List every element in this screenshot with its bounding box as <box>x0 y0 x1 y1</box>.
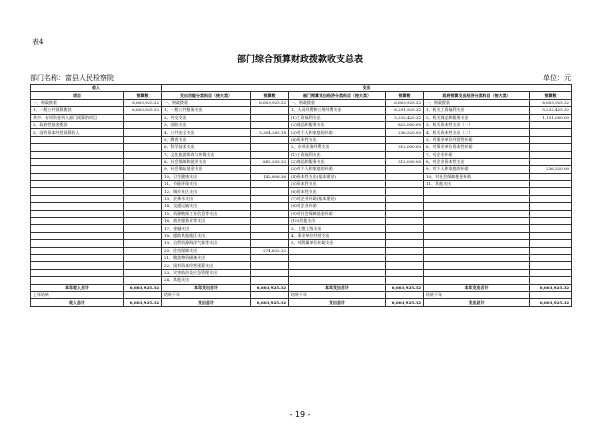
expense-total-value: 6,603,925.32 <box>386 284 424 291</box>
gov-econ-budget <box>530 254 572 261</box>
gov-econ-item <box>424 232 530 239</box>
gov-econ-item <box>424 247 530 254</box>
budget-header: 预算数 <box>124 92 162 99</box>
budget-table <box>30 84 572 307</box>
dept-econ-budget <box>386 277 424 284</box>
income-item: 一、财政拨款 <box>31 99 124 106</box>
carry-forward-label: 结转下年 <box>162 291 251 298</box>
gov-econ-budget <box>530 173 572 180</box>
table-row <box>31 173 572 180</box>
income-budget <box>124 181 162 188</box>
gov-econ-item <box>424 269 530 276</box>
income-item <box>31 277 124 284</box>
income-budget <box>124 173 162 180</box>
gov-econ-budget <box>530 158 572 165</box>
dept-econ-budget <box>386 240 424 247</box>
func-class-item: 13、农林水支出 <box>162 195 251 202</box>
func-class-budget <box>251 114 289 121</box>
gov-econ-budget <box>530 232 572 239</box>
dept-econ-item: 2、专项业务经费支出 <box>289 144 386 151</box>
dept-econ-budget: 5,232,425.32 <box>386 114 424 121</box>
gov-econ-item: 4、机关资本性支出（二） <box>424 129 530 136</box>
income-item <box>31 240 124 247</box>
gov-econ-budget <box>530 225 572 232</box>
table-row <box>31 99 572 106</box>
carry-forward-label: 结转下年 <box>289 291 386 298</box>
income-item <box>31 136 124 143</box>
dept-econ-budget <box>386 262 424 269</box>
income-budget <box>124 151 162 158</box>
income-item <box>31 269 124 276</box>
func-class-item: 3、国防支出 <box>162 121 251 128</box>
dept-econ-item: (1)工资福利支出 <box>289 114 386 121</box>
table-row <box>31 218 572 225</box>
dept-econ-item <box>289 269 386 276</box>
func-class-item: 7、文化旅游体育与传媒支出 <box>162 151 251 158</box>
dept-econ-budget: 6,291,925.32 <box>386 107 424 114</box>
func-class-budget <box>251 232 289 239</box>
func-class-header: 支出功能分类科目（按大类） <box>162 92 251 99</box>
func-class-item: 15、资源勘探工业信息等支出 <box>162 210 251 217</box>
income-total-label: 本年收入合计 <box>31 284 124 291</box>
dept-econ-item: (4)资本性支出 <box>289 136 386 143</box>
expense-grand-label: 支出总计 <box>162 299 251 306</box>
income-item <box>31 144 124 151</box>
budget-header: 预算数 <box>530 92 572 99</box>
gov-econ-budget: 5,232,425.32 <box>530 107 572 114</box>
table-row <box>31 166 572 173</box>
func-class-item: 21、粮油物资储备支出 <box>162 254 251 261</box>
gov-econ-item <box>424 225 530 232</box>
income-item <box>31 247 124 254</box>
expense-grand-value: 6,603,925.32 <box>530 299 572 306</box>
func-class-budget <box>251 210 289 217</box>
budget-header: 预算数 <box>251 92 289 99</box>
func-class-item: 22、国有资本经营预算支出 <box>162 262 251 269</box>
income-item <box>31 188 124 195</box>
table-number: 表4 <box>32 38 44 46</box>
dept-econ-budget <box>386 254 424 261</box>
income-budget <box>124 136 162 143</box>
func-class-item: 4、公共安全支出 <box>162 129 251 136</box>
document-title: 部门综合预算财政拨款收支总表 <box>236 55 363 65</box>
income-item <box>31 173 124 180</box>
dept-econ-budget <box>386 218 424 225</box>
income-item <box>31 218 124 225</box>
gov-econ-item: 2、机关商品和服务支出 <box>424 114 530 121</box>
expense-total-label: 本年支出合计 <box>162 284 251 291</box>
gov-econ-budget <box>530 203 572 210</box>
table-row <box>31 144 572 151</box>
table-row <box>31 203 572 210</box>
expense-grand-value: 6,603,925.32 <box>386 299 424 306</box>
gov-econ-budget <box>530 151 572 158</box>
income-total-value: 6,603,925.32 <box>124 284 162 291</box>
dept-econ-budget <box>386 188 424 195</box>
func-class-budget <box>251 121 289 128</box>
dept-econ-budget: 312,000.00 <box>386 158 424 165</box>
expense-total-label: 本年支出合计 <box>289 284 386 291</box>
carry-over-value <box>124 291 162 298</box>
unit-label: 单位：元 <box>543 74 571 82</box>
income-budget <box>124 203 162 210</box>
gov-econ-budget <box>530 136 572 143</box>
gov-econ-item: 8、对企业资本性支出 <box>424 158 530 165</box>
table-row <box>31 254 572 261</box>
income-item <box>31 181 124 188</box>
gov-econ-item <box>424 203 530 210</box>
dept-econ-budget <box>386 203 424 210</box>
expense-grand-value: 6,603,925.32 <box>251 299 289 306</box>
dept-econ-item: (5)资本性支出 <box>289 181 386 188</box>
dept-econ-item <box>289 277 386 284</box>
gov-econ-item <box>424 262 530 269</box>
func-class-budget <box>251 107 289 114</box>
table-row <box>31 277 572 284</box>
income-budget <box>124 144 162 151</box>
table-row <box>31 195 572 202</box>
gov-econ-item <box>424 254 530 261</box>
gov-econ-item <box>424 188 530 195</box>
func-class-item: 18、援助其他地区支出 <box>162 232 251 239</box>
income-item <box>31 158 124 165</box>
income-item <box>31 262 124 269</box>
table-row <box>31 136 572 143</box>
income-budget <box>124 232 162 239</box>
func-class-budget <box>251 225 289 232</box>
dept-econ-budget <box>386 151 424 158</box>
income-item <box>31 203 124 210</box>
income-budget <box>124 277 162 284</box>
func-class-item: 一、财政拨款 <box>162 99 251 106</box>
gov-econ-item <box>424 218 530 225</box>
dept-econ-item: (2)商品和服务支出 <box>289 158 386 165</box>
func-class-budget: 274,632.32 <box>251 247 289 254</box>
func-class-item: 9、社会保险基金支出 <box>162 166 251 173</box>
table-row <box>31 181 572 188</box>
gov-econ-item <box>424 240 530 247</box>
department-name: 部门名称：富县人民检察院 <box>30 74 114 82</box>
func-class-budget: 882,205.32 <box>251 158 289 165</box>
carry-over-label: 上年结转 <box>31 291 124 298</box>
table-row <box>31 262 572 269</box>
func-class-budget <box>251 203 289 210</box>
func-class-item: 12、城乡社区支出 <box>162 188 251 195</box>
header-row-1 <box>31 85 572 92</box>
func-class-item: 19、自然资源海洋气象等支出 <box>162 240 251 247</box>
dept-econ-budget <box>386 166 424 173</box>
income-item <box>31 151 124 158</box>
func-class-budget <box>251 136 289 143</box>
income-item <box>31 166 124 173</box>
income-item: 2、政府性基金拨款 <box>31 121 124 128</box>
income-item <box>31 195 124 202</box>
page-number: - 19 - <box>289 410 311 419</box>
carry-forward-label: 结转下年 <box>424 291 530 298</box>
income-item <box>31 254 124 261</box>
income-budget <box>124 129 162 136</box>
expense-grand-label: 支出总计 <box>289 299 386 306</box>
dept-econ-budget <box>386 195 424 202</box>
func-class-budget <box>251 262 289 269</box>
income-budget <box>124 247 162 254</box>
income-budget <box>124 195 162 202</box>
gov-econ-item <box>424 277 530 284</box>
table-row <box>31 158 572 165</box>
dept-econ-class-header: 部门预算支出经济分类科目（按大类） <box>289 92 386 99</box>
dept-econ-budget <box>386 232 424 239</box>
func-class-item: 16、商业服务业等支出 <box>162 218 251 225</box>
func-class-budget <box>251 277 289 284</box>
table-row <box>31 247 572 254</box>
income-budget <box>124 121 162 128</box>
income-budget <box>124 262 162 269</box>
table-row <box>31 269 572 276</box>
table-row <box>31 114 572 121</box>
dept-econ-budget: 822,000.00 <box>386 121 424 128</box>
gov-econ-budget <box>530 181 572 188</box>
func-class-item: 23、灾害防治及应急管理支出 <box>162 269 251 276</box>
table-row <box>31 225 572 232</box>
func-class-budget <box>251 166 289 173</box>
gov-econ-budget: 6,603,925.32 <box>530 99 572 106</box>
dept-econ-item <box>289 262 386 269</box>
expense-grand-label: 支出总计 <box>424 299 530 306</box>
dept-econ-budget <box>386 225 424 232</box>
func-class-budget <box>251 269 289 276</box>
dept-econ-item <box>289 247 386 254</box>
table-row <box>31 121 572 128</box>
income-budget <box>124 254 162 261</box>
func-class-item: 17、金融支出 <box>162 225 251 232</box>
dept-econ-item: (3)对个人和家庭的补助 <box>289 166 386 173</box>
gov-econ-budget <box>530 129 572 136</box>
gov-econ-item <box>424 195 530 202</box>
income-budget <box>124 218 162 225</box>
gov-econ-item: 3、机关资本性支出（一） <box>424 121 530 128</box>
income-header: 收入 <box>31 85 162 92</box>
dept-econ-item: 3、上缴上级支出 <box>289 225 386 232</box>
gov-econ-item <box>424 210 530 217</box>
total-row <box>31 284 572 291</box>
dept-econ-budget: 312,000.00 <box>386 144 424 151</box>
gov-econ-budget <box>530 121 572 128</box>
dept-econ-budget <box>386 247 424 254</box>
dept-econ-budget: 236,520.00 <box>386 129 424 136</box>
header-row-2 <box>31 92 572 99</box>
expense-header: 支出 <box>162 85 572 92</box>
func-class-item: 2、外交支出 <box>162 114 251 121</box>
income-budget <box>124 225 162 232</box>
income-budget <box>124 269 162 276</box>
dept-econ-budget <box>386 173 424 180</box>
func-class-budget: 142,808.36 <box>251 173 289 180</box>
income-item <box>31 210 124 217</box>
table-row <box>31 107 572 114</box>
dept-econ-item: 5、对附属单位补助支出 <box>289 240 386 247</box>
income-item: 1、一般公共预算拨款 <box>31 107 124 114</box>
func-class-budget <box>251 181 289 188</box>
func-class-item: 14、交通运输支出 <box>162 203 251 210</box>
func-class-item: 5、教育支出 <box>162 136 251 143</box>
dept-econ-item: (9)对社会保障基金补助 <box>289 210 386 217</box>
gov-econ-budget <box>530 247 572 254</box>
func-class-item: 20、住房保障支出 <box>162 247 251 254</box>
dept-econ-budget <box>386 136 424 143</box>
dept-econ-item: (8)对企业补助 <box>289 203 386 210</box>
gov-econ-item: 1、机关工资福利支出 <box>424 107 530 114</box>
expense-total-label: 本年支出合计 <box>424 284 530 291</box>
func-class-budget: 5,304,285.18 <box>251 129 289 136</box>
dept-econ-item: 一、财政拨款 <box>289 99 386 106</box>
func-class-budget <box>251 151 289 158</box>
income-budget <box>124 114 162 121</box>
income-item: 3、国有资本经营预算收入 <box>31 129 124 136</box>
gov-econ-item: 6、对事业单位资本性补助 <box>424 144 530 151</box>
income-budget: 6,603,925.32 <box>124 107 162 114</box>
income-budget <box>124 158 162 165</box>
income-budget <box>124 188 162 195</box>
table-row <box>31 188 572 195</box>
gov-econ-budget <box>530 195 572 202</box>
gov-econ-budget <box>530 262 572 269</box>
table-row <box>31 151 572 158</box>
dept-econ-item: (7)对企业补助(基本建设) <box>289 195 386 202</box>
expense-total-value: 6,603,925.32 <box>251 284 289 291</box>
budget-header: 预算数 <box>386 92 424 99</box>
gov-econ-budget <box>530 210 572 217</box>
carry-forward-value <box>386 291 424 298</box>
table-row <box>31 232 572 239</box>
func-class-budget <box>251 254 289 261</box>
income-grand-label: 收入总计 <box>31 299 124 306</box>
func-class-budget <box>251 195 289 202</box>
dept-econ-item: 1、人员经费和公用经费支出 <box>289 107 386 114</box>
gov-econ-budget <box>530 218 572 225</box>
dept-econ-item: (4)资本性支出(基本建设) <box>289 173 386 180</box>
dept-econ-item: (10)其他支出 <box>289 218 386 225</box>
dept-econ-budget <box>386 210 424 217</box>
income-item: 其中：专项资金列入部门预算的项目 <box>31 114 124 121</box>
func-class-item: 6、科学技术支出 <box>162 144 251 151</box>
table-row <box>31 210 572 217</box>
gov-econ-budget <box>530 240 572 247</box>
gov-econ-budget <box>530 188 572 195</box>
income-budget <box>124 166 162 173</box>
income-budget <box>124 240 162 247</box>
carry-forward-value <box>251 291 289 298</box>
dept-econ-item: 4、事业单位经营支出 <box>289 232 386 239</box>
table-row <box>31 240 572 247</box>
func-class-budget <box>251 144 289 151</box>
gov-econ-budget <box>530 269 572 276</box>
carry-forward-value <box>530 291 572 298</box>
gov-econ-item: 11、其他支出 <box>424 181 530 188</box>
func-class-budget: 6,603,925.32 <box>251 99 289 106</box>
gov-econ-item: 一、财政拨款 <box>424 99 530 106</box>
dept-econ-budget <box>386 269 424 276</box>
gov-econ-item: 7、对企业补助 <box>424 151 530 158</box>
income-budget <box>124 210 162 217</box>
gov-econ-class-header: 政府预算支出经济分类科目（按大类） <box>424 92 530 99</box>
income-grand-value: 6,603,925.32 <box>124 299 162 306</box>
grand-total-row <box>31 299 572 306</box>
gov-econ-item: 9、对个人和家庭的补助 <box>424 166 530 173</box>
table-row <box>31 129 572 136</box>
dept-econ-budget <box>386 181 424 188</box>
gov-econ-budget <box>530 144 572 151</box>
func-class-budget <box>251 240 289 247</box>
func-class-item: 1、一般公共服务支出 <box>162 107 251 114</box>
func-class-budget <box>251 188 289 195</box>
func-class-budget <box>251 218 289 225</box>
gov-econ-item: 5、对事业单位经常性补助 <box>424 136 530 143</box>
dept-econ-budget: 6,603,925.32 <box>386 99 424 106</box>
dept-econ-item: (6)资本性支出 <box>289 188 386 195</box>
func-class-item: 8、社会保障和就业支出 <box>162 158 251 165</box>
dept-econ-item <box>289 254 386 261</box>
income-item <box>31 225 124 232</box>
income-budget: 6,603,925.32 <box>124 99 162 106</box>
func-class-item: 10、卫生健康支出 <box>162 173 251 180</box>
func-class-item: 24、其他支出 <box>162 277 251 284</box>
gov-econ-budget: 236,520.00 <box>530 166 572 173</box>
dept-econ-item: (2)商品和服务支出 <box>289 121 386 128</box>
gov-econ-item: 10、对社会保障基金补助 <box>424 173 530 180</box>
gov-econ-budget: 1,151,000.00 <box>530 114 572 121</box>
func-class-item: 11、节能环保支出 <box>162 181 251 188</box>
dept-econ-item: (1)工资福利支出 <box>289 151 386 158</box>
dept-econ-item: (3)对个人和家庭的补助 <box>289 129 386 136</box>
expense-total-value: 6,603,925.32 <box>530 284 572 291</box>
income-item <box>31 232 124 239</box>
item-header: 项目 <box>31 92 124 99</box>
carry-row <box>31 291 572 298</box>
gov-econ-budget <box>530 277 572 284</box>
